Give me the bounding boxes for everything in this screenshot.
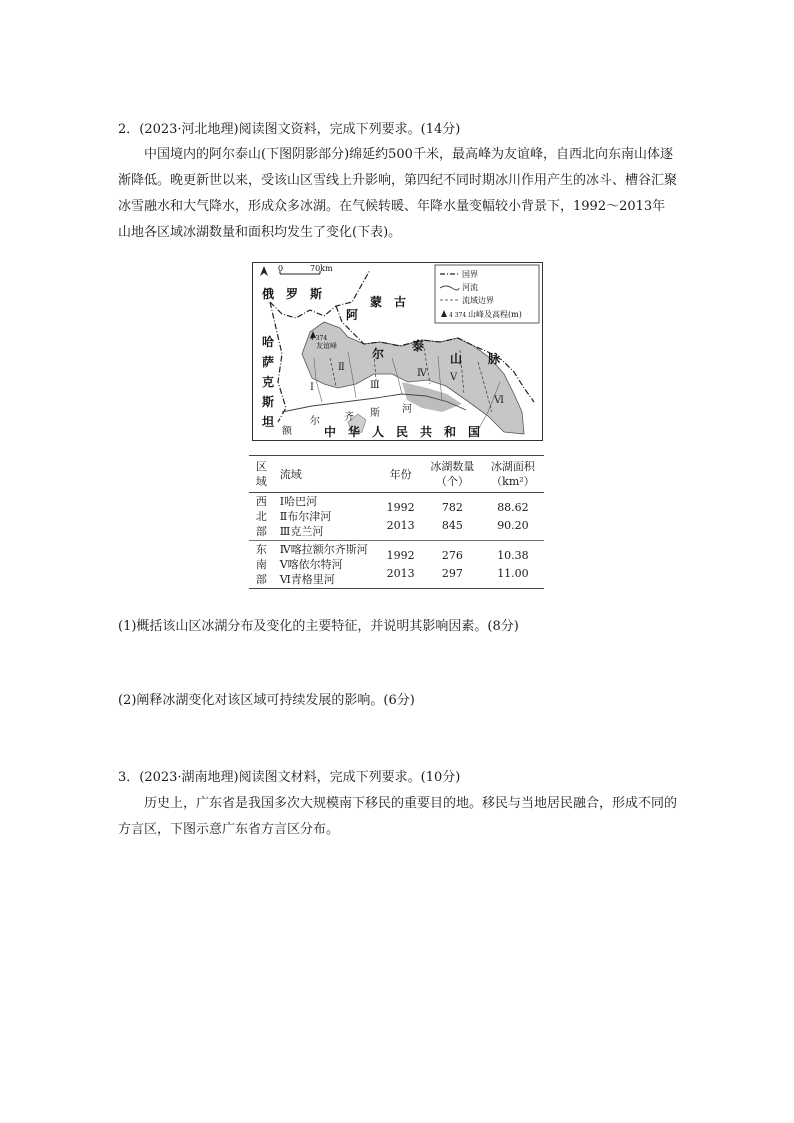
scale-zero: 0 (278, 264, 284, 273)
count-cell: 782 (441, 500, 463, 514)
label-russia: 俄 罗 斯 (262, 287, 323, 301)
legend-peak-sample: 4 374 (449, 312, 467, 319)
kazakhstan-char-5: 坦 (262, 415, 275, 429)
label-china: 中 华 人 民 共 和 国 (324, 425, 481, 439)
count-cell: 297 (423, 565, 482, 589)
altai-char-4: 山 (450, 352, 463, 366)
river-char-4: 斯 (370, 408, 380, 419)
region-3: Ⅲ (370, 380, 380, 391)
region-cell-northwest: 西 北 部 (249, 493, 274, 541)
year-cell: 1992 (386, 548, 415, 562)
region-cell-southeast: 东 南 部 (249, 541, 274, 589)
year-cell: 2013 (378, 517, 422, 541)
year-cell: 1992 (386, 500, 415, 514)
question-2-paragraph: 中国境内的阿尔泰山(下图阴影部分)绵延约500千米，最高峰为友谊峰，自西北向东南山体逐渐降低。晚更新世以来，受该山区雪线上升影响，第四纪不同时期冰川作用产生的冰斗、槽谷汇聚冰雪融水和大气降水，形成众多冰湖。在气候转暖、年降水量变幅较小背景下，1992～2013年山地各区域冰湖数量和面积均发生了变化(下表)。 (118, 147, 678, 240)
river-char-1: 额 (282, 426, 292, 437)
river-char-2: 尔 (310, 416, 320, 427)
kazakhstan-char-2: 萨 (262, 355, 275, 369)
count-cell: 845 (423, 517, 482, 541)
basin-cell-northwest: Ⅰ哈巴河 Ⅱ布尔津河 Ⅲ克兰河 (274, 493, 379, 541)
count-cell: 276 (441, 548, 463, 562)
area-cell: 90.20 (482, 517, 544, 541)
header-area: 冰湖面积 （km²） (482, 456, 544, 493)
kazakhstan-char-3: 克 (262, 375, 275, 389)
region-2: Ⅱ (338, 362, 345, 373)
legend-border: 国界 (462, 270, 478, 279)
legend-river: 河流 (462, 283, 478, 292)
header-region: 区域 (249, 456, 274, 493)
peak-elevation: 4 374 (310, 335, 328, 342)
river-char-5: 河 (402, 404, 412, 415)
header-basin: 流域 (274, 456, 379, 493)
kazakhstan-char-4: 斯 (262, 395, 275, 409)
table-row (249, 493, 544, 517)
region-4: Ⅳ (417, 368, 427, 379)
altai-char-3: 泰 (412, 339, 425, 353)
question-2-title: 2．(2023·河北地理)阅读图文资料，完成下列要求。(14分) (118, 122, 461, 137)
table-row (249, 541, 544, 565)
area-cell: 88.62 (497, 500, 529, 514)
basin-cell-southeast: Ⅳ喀拉额尔齐斯河 Ⅴ喀依尔特河 Ⅵ青格里河 (274, 541, 379, 589)
region-6: Ⅵ (494, 395, 505, 406)
area-cell: 10.38 (497, 548, 529, 562)
glacier-lake-table (249, 455, 544, 589)
year-cell: 2013 (378, 565, 422, 589)
kazakhstan-char-1: 哈 (262, 335, 275, 349)
scale-label: 70km (310, 264, 333, 273)
label-mongolia: 蒙 古 (370, 295, 407, 309)
region-5: Ⅴ (450, 372, 458, 383)
legend-basin-boundary: 流域边界 (462, 296, 494, 305)
river-char-3: 齐 (344, 412, 354, 423)
altai-map (252, 262, 543, 441)
question-3-title: 3．(2023·湖南地理)阅读图文材料，完成下列要求。(10分) (118, 770, 461, 785)
altai-char-1: 阿 (346, 308, 359, 322)
question-2-part-1: (1)概括该山区冰湖分布及变化的主要特征，并说明其影响因素。(8分) (118, 619, 519, 634)
altai-char-2: 尔 (372, 347, 385, 361)
header-count: 冰湖数量 （个） (423, 456, 482, 493)
question-2-part-2: (2)阐释冰湖变化对该区域可持续发展的影响。(6分) (118, 693, 415, 708)
peak-name: 友谊峰 (316, 342, 337, 350)
legend-peak: 山峰及高程(m) (468, 310, 522, 319)
altai-char-5: 脉 (488, 352, 501, 366)
region-1: Ⅰ (310, 382, 314, 393)
question-3-paragraph: 历史上，广东省是我国多次大规模南下移民的重要目的地。移民与当地居民融合，形成不同的方言区，下图示意广东省方言区分布。 (118, 796, 678, 837)
area-cell: 11.00 (482, 565, 544, 589)
header-year: 年份 (378, 456, 422, 493)
